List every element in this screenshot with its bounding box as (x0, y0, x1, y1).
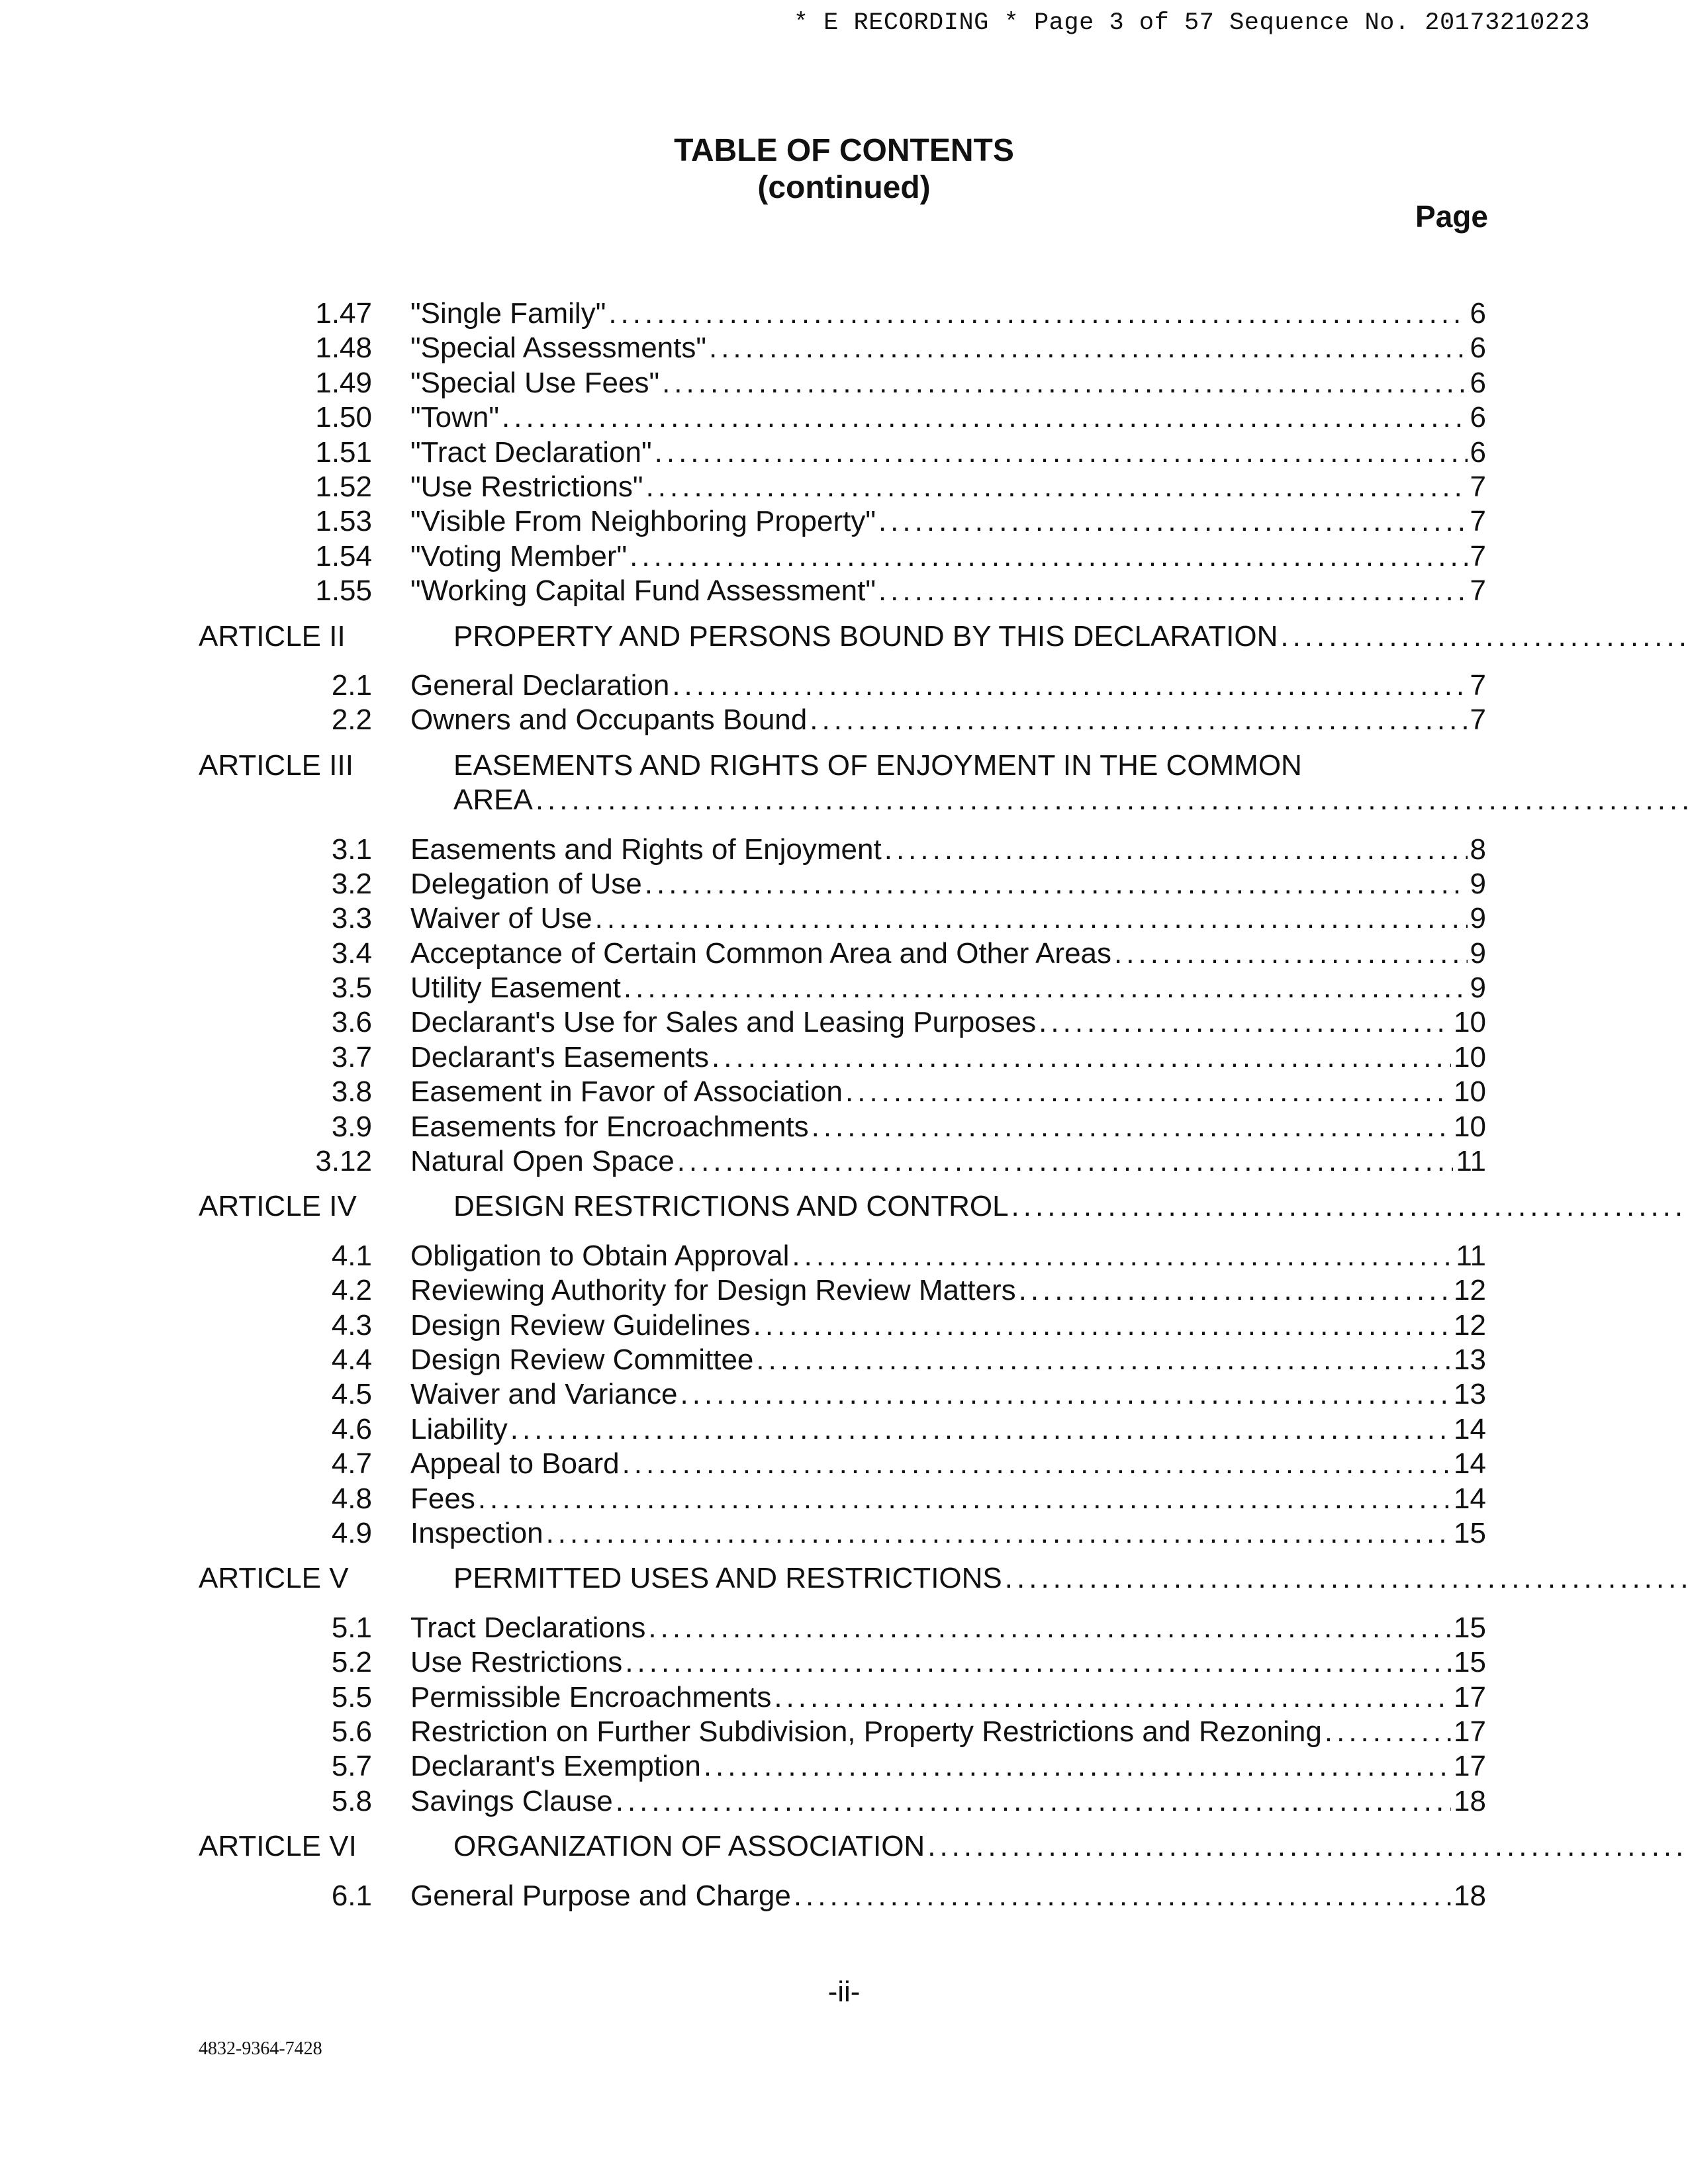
entry-number: 5.6 (331, 1715, 372, 1748)
entry-number: 3.4 (331, 936, 372, 970)
entry-number: 3.2 (331, 867, 372, 900)
entry-number: 1.53 (315, 505, 372, 538)
toc-entry[interactable] (199, 1879, 1486, 1913)
entry-page: 7 (1470, 470, 1486, 503)
entry-title: "Voting Member" (410, 539, 628, 572)
toc-article-2[interactable] (199, 619, 1486, 654)
article-label: ARTICLE IV (199, 1190, 357, 1223)
entry-page: 10 (1454, 1040, 1486, 1073)
entry-page: 9 (1470, 867, 1486, 900)
entry-page: 15 (1454, 1516, 1486, 1549)
entry-page: 15 (1454, 1646, 1486, 1679)
toc-entry[interactable] (199, 1611, 1486, 1645)
entry-page: 7 (1470, 505, 1486, 538)
entry-number: 4.6 (331, 1412, 372, 1445)
entry-page: 7 (1470, 574, 1486, 608)
entry-number: 3.6 (331, 1006, 372, 1039)
entry-title: "Single Family" (410, 297, 606, 330)
toc-entry[interactable] (199, 504, 1486, 539)
entry-page: 13 (1454, 1343, 1486, 1376)
entry-number: 3.7 (331, 1040, 372, 1073)
entry-title: Obligation to Obtain Approval (410, 1239, 790, 1272)
entry-page: 7 (1470, 539, 1486, 572)
article-title-line1: EASEMENTS AND RIGHTS OF ENJOYMENT IN THE COMMON (453, 749, 1302, 782)
entry-page: 6 (1470, 332, 1486, 365)
entry-page: 15 (1454, 1611, 1486, 1644)
toc-article-3[interactable] (199, 749, 1486, 818)
toc-entry[interactable] (199, 331, 1486, 365)
entry-number: 6.1 (331, 1879, 372, 1912)
entry-title: Delegation of Use (410, 867, 642, 900)
document-id: 4832-9364-7428 (199, 2038, 322, 2059)
entry-page: 9 (1470, 902, 1486, 935)
article-label: ARTICLE III (199, 749, 353, 782)
toc-entry[interactable] (199, 901, 1486, 936)
entry-title: Easements and Rights of Enjoyment (410, 833, 882, 866)
entry-title: Inspection (410, 1516, 543, 1549)
entry-number: 2.2 (331, 704, 372, 737)
toc-group-2 (199, 668, 1486, 738)
entry-title: Waiver and Variance (410, 1378, 678, 1411)
entry-number: 3.5 (331, 972, 372, 1005)
entry-page: 14 (1454, 1482, 1486, 1515)
toc-entry[interactable] (199, 1645, 1486, 1680)
entry-number: 4.2 (331, 1274, 372, 1307)
toc-group-3 (199, 833, 1486, 1179)
entry-page: 8 (1470, 833, 1486, 866)
entry-page: 11 (1456, 1145, 1486, 1178)
toc-entry[interactable] (199, 1680, 1486, 1715)
entry-page: 17 (1454, 1680, 1486, 1713)
toc-entry[interactable] (199, 1239, 1486, 1273)
toc-entry[interactable] (199, 936, 1486, 971)
entry-title: Declarant's Easements (410, 1040, 710, 1073)
entry-number: 3.1 (331, 833, 372, 866)
toc-entry[interactable] (199, 1005, 1486, 1040)
toc-group-5 (199, 1611, 1486, 1819)
entry-number: 1.49 (315, 366, 372, 399)
entry-title: "Town" (410, 401, 499, 434)
entry-page: 14 (1454, 1447, 1486, 1480)
entry-number: 1.47 (315, 297, 372, 330)
entry-number: 5.5 (331, 1680, 372, 1713)
entry-page: 10 (1454, 1110, 1486, 1143)
entry-title: Savings Clause (410, 1784, 613, 1817)
entry-number: 4.4 (331, 1343, 372, 1376)
entry-title: Declarant's Exemption (410, 1750, 701, 1783)
toc-entry[interactable] (199, 1273, 1486, 1308)
toc-entry[interactable] (199, 1784, 1486, 1819)
toc-entry[interactable] (199, 1040, 1486, 1075)
entry-page: 6 (1470, 366, 1486, 399)
toc-title-line2: (continued) (757, 170, 931, 205)
page-column-header: Page (1415, 199, 1488, 234)
entry-title: "Visible From Neighboring Property" (410, 505, 876, 538)
entry-page: 10 (1454, 1075, 1486, 1109)
page-number: -ii- (827, 1976, 861, 2008)
article-title: PERMITTED USES AND RESTRICTIONS (453, 1562, 1002, 1595)
toc-entry[interactable] (199, 435, 1486, 470)
entry-number: 5.1 (331, 1611, 372, 1644)
entry-page: 7 (1470, 668, 1486, 702)
article-title: ORGANIZATION OF ASSOCIATION (453, 1830, 925, 1863)
entry-title: Liability (410, 1412, 508, 1445)
entry-number: 5.8 (331, 1784, 372, 1817)
article-label: ARTICLE V (199, 1562, 349, 1595)
article-title-line2: AREA (453, 784, 533, 817)
entry-title: Permissible Encroachments (410, 1680, 772, 1713)
toc-entry[interactable] (199, 1412, 1486, 1447)
entry-title: Easements for Encroachments (410, 1110, 809, 1143)
entry-title: Natural Open Space (410, 1145, 675, 1178)
entry-page: 9 (1470, 936, 1486, 970)
entry-title: Acceptance of Certain Common Area and Other Areas (410, 936, 1112, 970)
entry-title: Restriction on Further Subdivision, Property Restrictions and Rezoning (410, 1715, 1322, 1748)
entry-number: 4.8 (331, 1482, 372, 1515)
entry-page: 18 (1454, 1784, 1486, 1817)
toc-entry[interactable] (199, 574, 1486, 608)
entry-page: 12 (1454, 1274, 1486, 1307)
entry-page: 13 (1454, 1378, 1486, 1411)
toc-article-6[interactable] (199, 1829, 1486, 1864)
entry-title: Owners and Occupants Bound (410, 704, 808, 737)
entry-number: 3.9 (331, 1110, 372, 1143)
toc-list (199, 296, 1486, 1913)
entry-page: 9 (1470, 972, 1486, 1005)
entry-number: 3.12 (315, 1145, 372, 1178)
entry-page: 6 (1470, 297, 1486, 330)
entry-title: General Declaration (410, 668, 670, 702)
toc-entry[interactable] (199, 1343, 1486, 1377)
toc-entry[interactable] (199, 366, 1486, 400)
entry-number: 1.55 (315, 574, 372, 608)
toc-entry[interactable] (199, 400, 1486, 435)
toc-entry[interactable] (199, 1447, 1486, 1481)
entry-title: Declarant's Use for Sales and Leasing Purposes (410, 1006, 1037, 1039)
toc-entry[interactable] (199, 296, 1486, 331)
toc-title (0, 132, 1688, 206)
entry-number: 4.5 (331, 1378, 372, 1411)
toc-entry[interactable] (199, 470, 1486, 504)
toc-entry[interactable] (199, 668, 1486, 703)
entry-page: 10 (1454, 1006, 1486, 1039)
toc-article-5[interactable] (199, 1561, 1486, 1596)
entry-page: 17 (1454, 1750, 1486, 1783)
entry-title: Appeal to Board (410, 1447, 620, 1480)
entry-title: Use Restrictions (410, 1646, 623, 1679)
entry-title: Reviewing Authority for Design Review Matters (410, 1274, 1016, 1307)
toc-entry[interactable] (199, 867, 1486, 901)
article-title: PROPERTY AND PERSONS BOUND BY THIS DECLARATION (453, 619, 1278, 653)
article-title: DESIGN RESTRICTIONS AND CONTROL (453, 1190, 1009, 1223)
entry-page: 11 (1456, 1239, 1486, 1272)
entry-number: 1.48 (315, 332, 372, 365)
entry-number: 2.1 (331, 668, 372, 702)
entry-page: 6 (1470, 401, 1486, 434)
toc-entry[interactable] (199, 1110, 1486, 1144)
entry-title: Utility Easement (410, 972, 621, 1005)
toc-group-6 (199, 1879, 1486, 1913)
entry-title: Tract Declarations (410, 1611, 646, 1644)
toc-entry[interactable] (199, 1516, 1486, 1551)
entry-title: "Special Assessments" (410, 332, 706, 365)
entry-number: 1.50 (315, 401, 372, 434)
recording-stamp: * E RECORDING * Page 3 of 57 Sequence No. 20173210223 (793, 9, 1590, 37)
entry-page: 17 (1454, 1715, 1486, 1748)
entry-title: "Special Use Fees" (410, 366, 660, 399)
entry-page: 7 (1470, 704, 1486, 737)
entry-page: 14 (1454, 1412, 1486, 1445)
entry-number: 4.7 (331, 1447, 372, 1480)
toc-article-4[interactable] (199, 1189, 1486, 1224)
entry-number: 1.52 (315, 470, 372, 503)
entry-title: Fees (410, 1482, 475, 1515)
entry-number: 4.1 (331, 1239, 372, 1272)
entry-page: 12 (1454, 1308, 1486, 1342)
toc-entry[interactable] (199, 1715, 1486, 1749)
article-label: ARTICLE II (199, 619, 346, 653)
toc-entry[interactable] (199, 1075, 1486, 1109)
toc-title-line1: TABLE OF CONTENTS (674, 133, 1014, 168)
toc-entry[interactable] (199, 1144, 1486, 1179)
toc-entry[interactable] (199, 971, 1486, 1005)
entry-page: 18 (1454, 1879, 1486, 1912)
toc-group-4 (199, 1239, 1486, 1551)
entry-title: "Tract Declaration" (410, 435, 652, 469)
toc-group-1 (199, 296, 1486, 609)
article-label: ARTICLE VI (199, 1830, 357, 1863)
toc-entry[interactable] (199, 1482, 1486, 1516)
entry-page: 6 (1470, 435, 1486, 469)
entry-title: "Use Restrictions" (410, 470, 643, 503)
entry-title: Waiver of Use (410, 902, 592, 935)
entry-title: Design Review Committee (410, 1343, 754, 1376)
entry-number: 1.51 (315, 435, 372, 469)
entry-number: 5.7 (331, 1750, 372, 1783)
toc-entry[interactable] (199, 1749, 1486, 1784)
entry-number: 3.8 (331, 1075, 372, 1109)
toc-entry[interactable] (199, 833, 1486, 867)
entry-title: General Purpose and Charge (410, 1879, 791, 1912)
toc-entry[interactable] (199, 703, 1486, 737)
toc-entry[interactable] (199, 1377, 1486, 1412)
toc-entry[interactable] (199, 1308, 1486, 1343)
entry-number: 1.54 (315, 539, 372, 572)
entry-title: Easement in Favor of Association (410, 1075, 843, 1109)
entry-number: 4.9 (331, 1516, 372, 1549)
entry-title: "Working Capital Fund Assessment" (410, 574, 876, 608)
entry-number: 4.3 (331, 1308, 372, 1342)
entry-number: 5.2 (331, 1646, 372, 1679)
entry-number: 3.3 (331, 902, 372, 935)
toc-entry[interactable] (199, 539, 1486, 574)
entry-title: Design Review Guidelines (410, 1308, 751, 1342)
